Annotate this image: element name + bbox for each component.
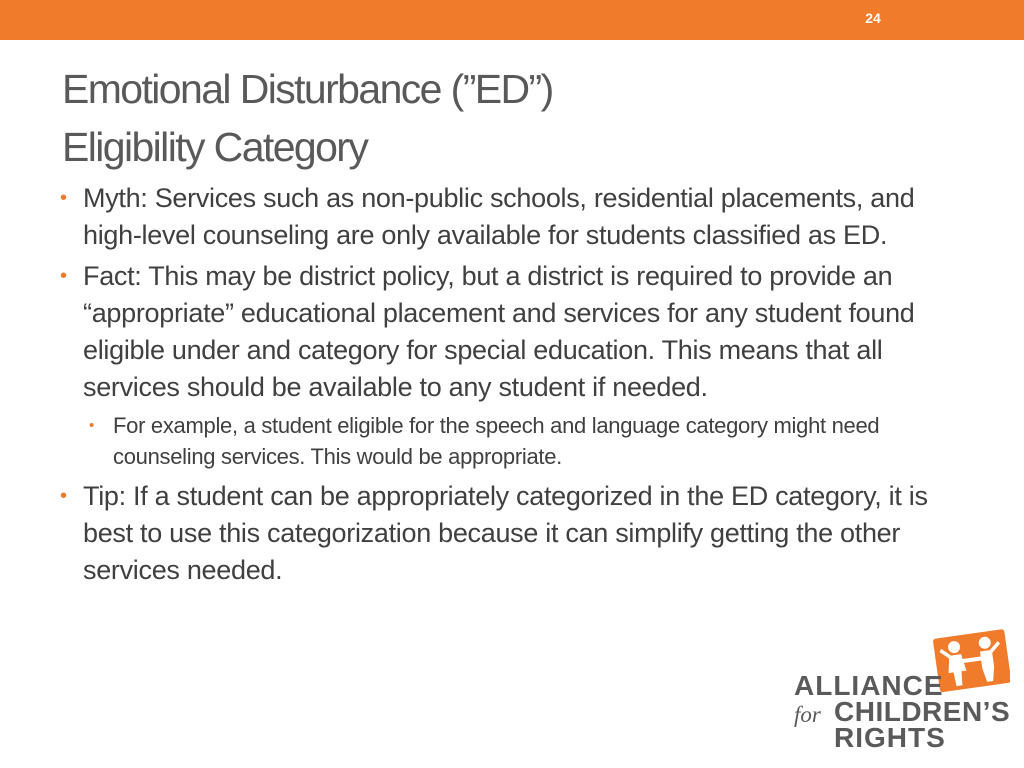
bullet-list (58, 180, 938, 593)
slide-title-line-1: Emotional Disturbance (”ED”) (62, 66, 553, 112)
alliance-logo (790, 628, 1011, 753)
slide-number: 24 (865, 10, 881, 26)
logo-text-for: for (794, 702, 821, 727)
bullet-text: Tip: If a student can be appropriately categorized in the ED category, it is best to use this categorization because it can simplify getting the other services needed. (83, 481, 928, 585)
header-bar (0, 0, 1024, 40)
bullet-text: For example, a student eligible for the speech and language category might need counseling services. This would be appropriate. (113, 413, 880, 469)
bullet-text: Fact: This may be district policy, but a district is required to provide an “appropriate” educational placement and services for any student found eligible under and category for special education. This means that all services should be available to any student if needed. (83, 261, 915, 402)
bullet-fact (58, 258, 938, 406)
bullet-myth (58, 180, 938, 254)
bullet-marker: • (60, 485, 67, 507)
bullet-marker: • (60, 187, 67, 209)
bullet-marker: • (89, 417, 94, 434)
slide-title (62, 60, 553, 176)
logo-text-childrens: CHILDREN’S (834, 696, 1011, 727)
subbullet-example (83, 410, 938, 472)
bullet-marker: • (60, 265, 67, 287)
bullet-tip (58, 478, 938, 589)
logo-text-rights: RIGHTS (834, 722, 946, 753)
logo-text-alliance: ALLIANCE (794, 670, 944, 701)
bullet-text: Myth: Services such as non-public schools, residential placements, and high-level counseling are only available for students classified as ED. (83, 183, 915, 250)
slide-title-line-2: Eligibility Category (62, 124, 368, 170)
